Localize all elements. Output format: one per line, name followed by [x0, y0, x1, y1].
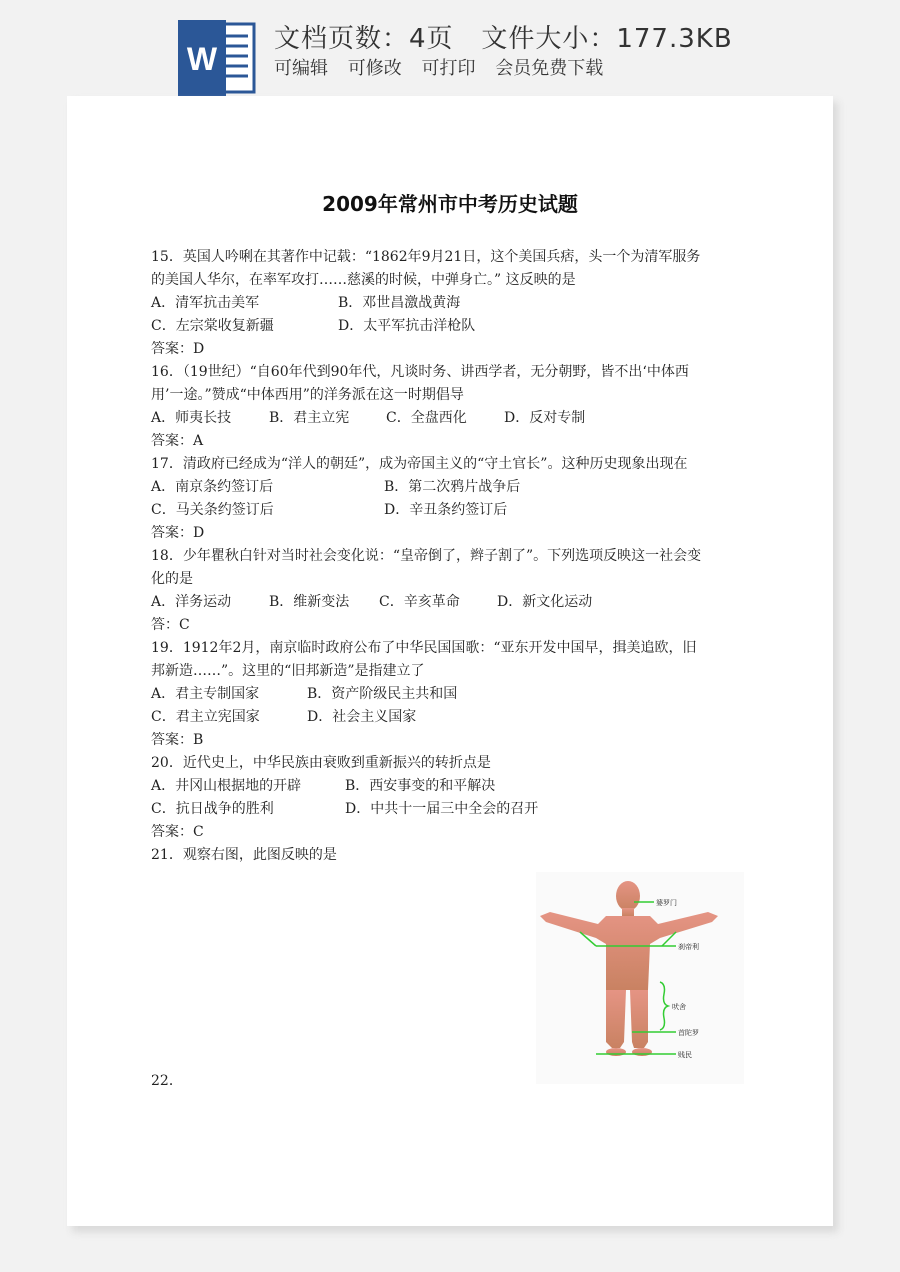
answer: 答案：D	[151, 341, 205, 357]
figure-label: 吠舍	[672, 1003, 686, 1011]
option-c: C．君主立宪国家	[151, 709, 260, 725]
feature-printable: 可打印	[421, 58, 476, 79]
question-text: 18．少年瞿秋白针对当时社会变化说：“皇帝倒了，辫子割了”。下列选项反映这一社会变	[151, 548, 702, 564]
options-row	[151, 407, 751, 430]
option-d: D．反对专制	[504, 410, 586, 426]
question-text: 20．近代史上，中华民族由衰败到重新振兴的转折点是	[151, 755, 491, 771]
option-b: B．邓世昌激战黄海	[338, 295, 461, 311]
document-info: 文档页数：4页 文件大小：177.3KB	[274, 24, 733, 54]
download-info-header	[0, 0, 900, 96]
options-row	[151, 315, 751, 338]
option-c: C．左宗棠收复新疆	[151, 318, 274, 334]
figure-label: 贱民	[678, 1051, 692, 1059]
answer: 答案：C	[151, 824, 204, 840]
answer: 答案：B	[151, 732, 204, 748]
answer: 答：C	[151, 617, 190, 633]
word-document-icon	[178, 20, 258, 96]
question-list	[151, 246, 751, 867]
option-b: B．维新变法	[269, 594, 350, 610]
option-a: A．井冈山根据地的开辟	[151, 778, 302, 794]
option-b: B．西安事变的和平解决	[345, 778, 496, 794]
option-d: D．辛丑条约签订后	[384, 502, 508, 518]
question-text: 邦新造……”。这里的“旧邦新造”是指建立了	[151, 663, 425, 679]
option-b: B．君主立宪	[269, 410, 350, 426]
option-b: B．资产阶级民主共和国	[307, 686, 458, 702]
options-row	[151, 292, 751, 315]
question-15	[151, 246, 751, 361]
option-d: D．中共十一届三中全会的召开	[345, 801, 539, 817]
option-a: A．师夷长技	[151, 410, 232, 426]
option-a: A．君主专制国家	[151, 686, 260, 702]
question-text: 化的是	[151, 571, 193, 587]
option-d: D．社会主义国家	[307, 709, 417, 725]
question-text: 19．1912年2月，南京临时政府公布了中华民国国歌：“亚东开发中国早，揖美追欧，旧	[151, 640, 697, 656]
option-c: C．全盘西化	[386, 410, 467, 426]
word-logo-letter: W	[186, 41, 218, 77]
options-row	[151, 499, 751, 522]
question-text: 15．英国人吟唎在其著作中记载：“1862年9月21日，这个美国兵痞，头一个为清军服务	[151, 249, 701, 265]
option-a: A．南京条约签订后	[151, 479, 274, 495]
question-text: 21．观察右图，此图反映的是	[151, 847, 337, 863]
option-c: C．马关条约签订后	[151, 502, 274, 518]
options-row	[151, 775, 751, 798]
question-text: 16．（19世纪）“自60年代到90年代，凡谈时务、讲西学者，无分朝野，皆不出‘中体西	[151, 364, 689, 380]
options-row	[151, 798, 751, 821]
option-a: A．清军抗击美军	[151, 295, 260, 311]
question-text: 用’一途。”赞成“中体西用”的洋务派在这一时期倡导	[151, 387, 464, 403]
answer: 答案：D	[151, 525, 205, 541]
question-21	[151, 844, 751, 867]
feature-modifiable: 可修改	[347, 58, 402, 79]
question-text: 的美国人华尔，在率军攻打……慈溪的时候，中弹身亡。” 这反映的是	[151, 272, 576, 288]
question-17	[151, 453, 751, 545]
option-c: C．抗日战争的胜利	[151, 801, 274, 817]
question-20	[151, 752, 751, 844]
option-a: A．洋务运动	[151, 594, 232, 610]
options-row	[151, 683, 751, 706]
question-16	[151, 361, 751, 453]
feature-member-download: 会员免费下载	[495, 58, 604, 79]
feature-list	[274, 54, 613, 80]
question-text: 17．清政府已经成为“洋人的朝廷”，成为帝国主义的“守土官长”。这种历史现象出现在	[151, 456, 688, 472]
options-row	[151, 591, 751, 614]
option-c: C．辛亥革命	[379, 594, 460, 610]
figure-label: 首陀罗	[678, 1029, 699, 1037]
figure-label: 婆罗门	[656, 899, 677, 907]
question-18	[151, 545, 751, 637]
option-b: B．第二次鸦片战争后	[384, 479, 521, 495]
answer: 答案：A	[151, 433, 204, 449]
options-row	[151, 476, 751, 499]
option-d: D．太平军抗击洋枪队	[338, 318, 476, 334]
question-19	[151, 637, 751, 752]
page-title: 2009年常州市中考历史试题	[322, 192, 578, 216]
feature-editable: 可编辑	[274, 58, 328, 79]
options-row	[151, 706, 751, 729]
figure-label: 刹帝利	[678, 943, 699, 951]
caste-body-diagram	[536, 872, 744, 1084]
question-22: 22．	[151, 1073, 183, 1089]
option-d: D．新文化运动	[497, 594, 593, 610]
